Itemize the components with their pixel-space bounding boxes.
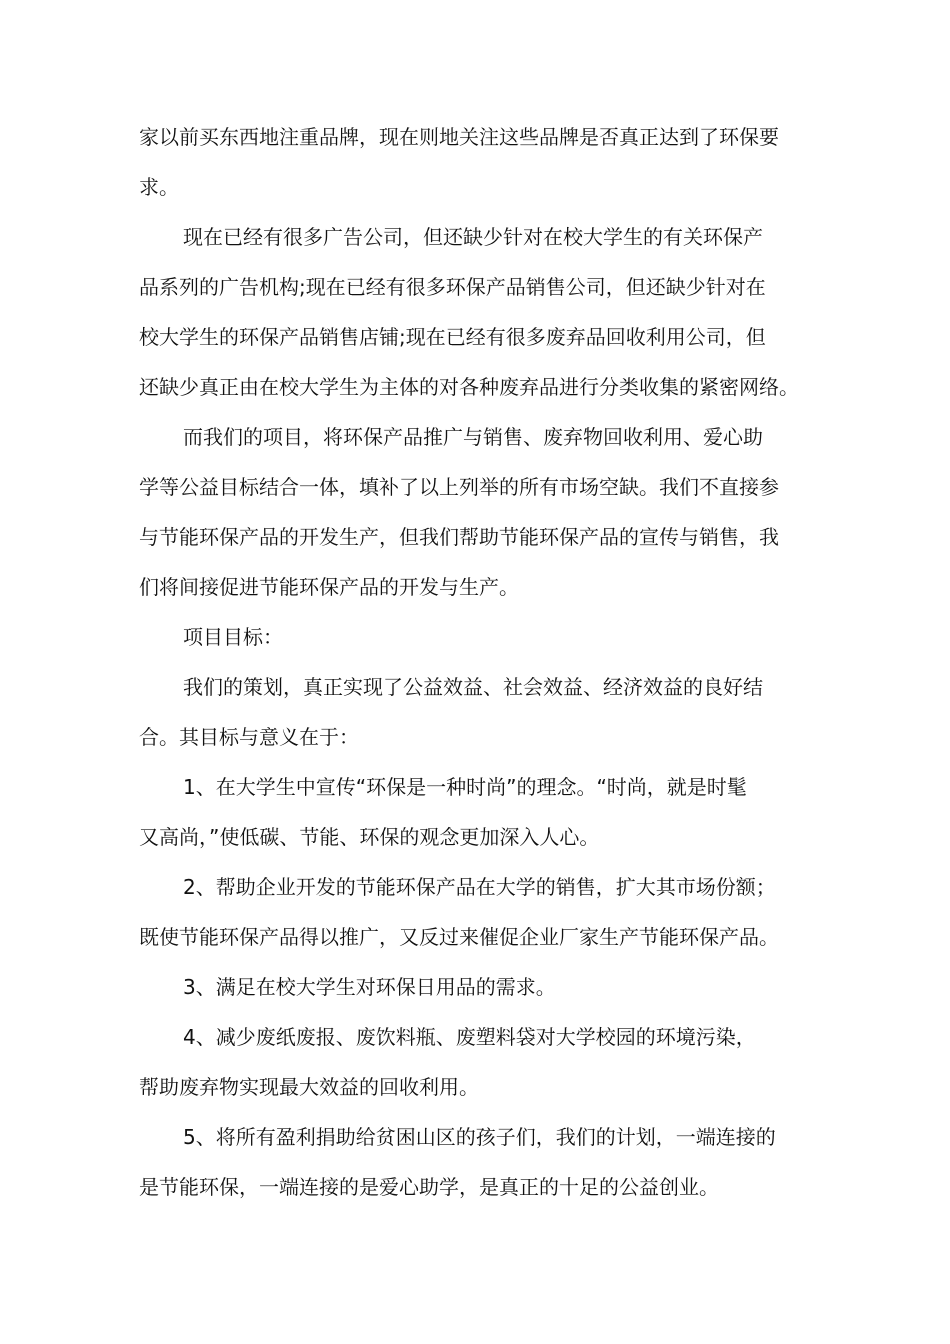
text-line: 我们的策划，真正实现了公益效益、社会效益、经济效益的良好结 bbox=[183, 675, 763, 699]
paragraph-market-gap bbox=[139, 212, 823, 412]
text-line: 现在已经有很多广告公司，但还缺少针对在校大学生的有关环保产 bbox=[183, 225, 763, 249]
text-line: 家以前买东西地注重品牌，现在则地关注这些品牌是否真正达到了环保要 bbox=[139, 125, 779, 149]
text-line: 1、在大学生中宣传“环保是一种时尚”的理念。“时尚，就是时髦 bbox=[183, 775, 747, 799]
list-item-goal-2 bbox=[139, 862, 823, 962]
text-line: 3、满足在校大学生对环保日用品的需求。 bbox=[183, 975, 556, 999]
text-line: 校大学生的环保产品销售店铺;现在已经有很多废弃品回收利用公司，但 bbox=[139, 325, 766, 349]
text-line: 5、将所有盈利捐助给贫困山区的孩子们，我们的计划，一端连接的 bbox=[183, 1125, 776, 1149]
text-line: 2、帮助企业开发的节能环保产品在大学的销售，扩大其市场份额； bbox=[183, 875, 776, 899]
text-line: 与节能环保产品的开发生产，但我们帮助节能环保产品的宣传与销售，我 bbox=[139, 525, 779, 549]
list-item-goal-1 bbox=[139, 762, 823, 862]
list-item-goal-5 bbox=[139, 1112, 823, 1212]
text-line: 们将间接促进节能环保产品的开发与生产。 bbox=[139, 575, 519, 599]
text-line: 而我们的项目，将环保产品推广与销售、废弃物回收利用、爱心助 bbox=[183, 425, 763, 449]
list-item-goal-4 bbox=[139, 1012, 823, 1112]
text-line: 求。 bbox=[139, 175, 179, 199]
section-heading-project-goals bbox=[139, 612, 823, 662]
text-line: 还缺少真正由在校大学生为主体的对各种废弃品进行分类收集的紧密网络。 bbox=[139, 375, 799, 399]
text-line: 学等公益目标结合一体，填补了以上列举的所有市场空缺。我们不直接参 bbox=[139, 475, 779, 499]
text-line: 合。其目标与意义在于： bbox=[139, 725, 359, 749]
paragraph-project-intro bbox=[139, 412, 823, 612]
text-line: 又高尚，”使低碳、节能、环保的观念更加深入人心。 bbox=[139, 825, 600, 849]
paragraph-continuation bbox=[139, 112, 823, 212]
text-line: 项目目标： bbox=[183, 625, 283, 649]
text-line: 品系列的广告机构;现在已经有很多环保产品销售公司，但还缺少针对在 bbox=[139, 275, 766, 299]
text-line: 是节能环保，一端连接的是爱心助学，是真正的十足的公益创业。 bbox=[139, 1175, 719, 1199]
text-line: 既使节能环保产品得以推广，又反过来催促企业厂家生产节能环保产品。 bbox=[139, 925, 779, 949]
text-line: 4、减少废纸废报、废饮料瓶、废塑料袋对大学校园的环境污染， bbox=[183, 1025, 756, 1049]
document-body bbox=[139, 112, 823, 1212]
paragraph-goals-summary bbox=[139, 662, 823, 762]
list-item-goal-3 bbox=[139, 962, 823, 1012]
text-line: 帮助废弃物实现最大效益的回收利用。 bbox=[139, 1075, 479, 1099]
